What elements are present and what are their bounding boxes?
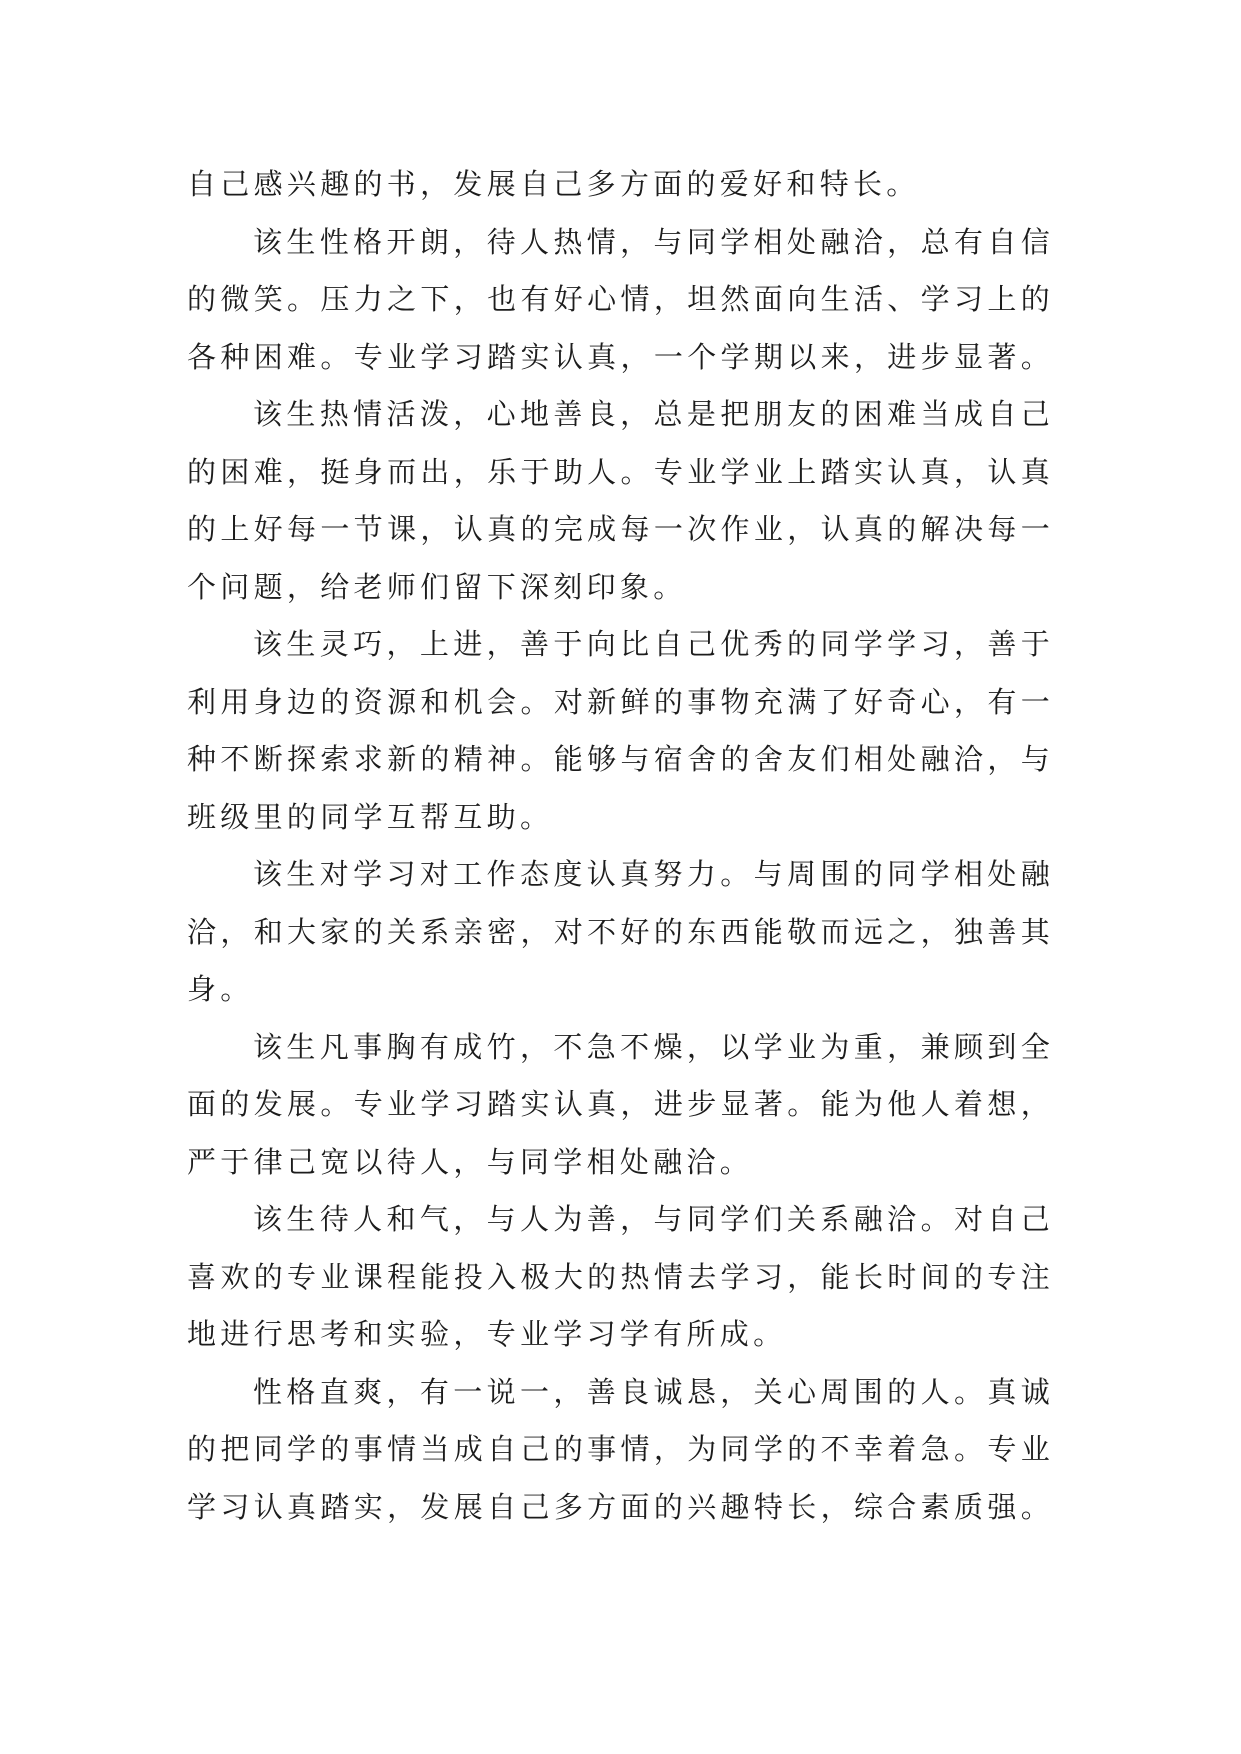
text-line: 的上好每一节课，认真的完成每一次作业，认真的解决每一 (187, 512, 1054, 546)
text-line: 该生性格开朗，待人热情，与同学相处融洽，总有自信 (253, 224, 1054, 259)
paragraph (187, 214, 1054, 387)
text-line: 种不断探索求新的精神。能够与宿舍的舍友们相处融洽，与 (187, 742, 1054, 776)
text-line: 面的发展。专业学习踏实认真，进步显著。能为他人着想， (187, 1087, 1054, 1121)
text-line: 身。 (187, 972, 254, 1006)
text-line: 该生凡事胸有成竹，不急不燥，以学业为重，兼顾到全 (253, 1029, 1054, 1064)
paragraph (187, 386, 1054, 616)
paragraph (187, 1191, 1054, 1364)
text-line: 班级里的同学互帮互助。 (187, 799, 554, 834)
text-line: 的微笑。压力之下，也有好心情，坦然面向生活、学习上的 (187, 282, 1054, 316)
paragraph (187, 616, 1054, 846)
paragraph-continued (187, 156, 1054, 214)
text-line: 该生待人和气，与人为善，与同学们关系融洽。对自己 (253, 1202, 1054, 1236)
text-line: 各种困难。专业学习踏实认真，一个学期以来，进步显著。 (187, 339, 1054, 374)
text-line: 个问题，给老师们留下深刻印象。 (187, 569, 687, 604)
text-line: 性格直爽，有一说一，善良诚恳，关心周围的人。真诚 (253, 1374, 1054, 1409)
paragraph (187, 1364, 1054, 1537)
text-line: 的困难，挺身而出，乐于助人。专业学业上踏实认真，认真 (187, 454, 1054, 489)
text-line: 的把同学的事情当成自己的事情，为同学的不幸着急。专业 (187, 1432, 1054, 1466)
text-line: 喜欢的专业课程能投入极大的热情去学习，能长时间的专注 (187, 1259, 1054, 1294)
paragraph (187, 1019, 1054, 1192)
text-line: 该生对学习对工作态度认真努力。与周围的同学相处融 (253, 857, 1054, 891)
text-line: 学习认真踏实，发展自己多方面的兴趣特长，综合素质强。 (187, 1489, 1054, 1524)
text-line: 地进行思考和实验，专业学习学有所成。 (187, 1317, 787, 1351)
text-line: 严于律己宽以待人，与同学相处融洽。 (187, 1144, 754, 1179)
paragraph (187, 846, 1054, 1019)
text-line: 该生热情活泼，心地善良，总是把朋友的困难当成自己 (253, 397, 1054, 431)
text-line: 该生灵巧，上进，善于向比自己优秀的同学学习，善于 (253, 627, 1054, 661)
document-body (187, 156, 1054, 1536)
text-line: 利用身边的资源和机会。对新鲜的事物充满了好奇心，有一 (187, 684, 1054, 719)
text-line: 自己感兴趣的书，发展自己多方面的爱好和特长。 (187, 167, 920, 201)
text-line: 洽，和大家的关系亲密，对不好的东西能敬而远之，独善其 (187, 914, 1054, 949)
